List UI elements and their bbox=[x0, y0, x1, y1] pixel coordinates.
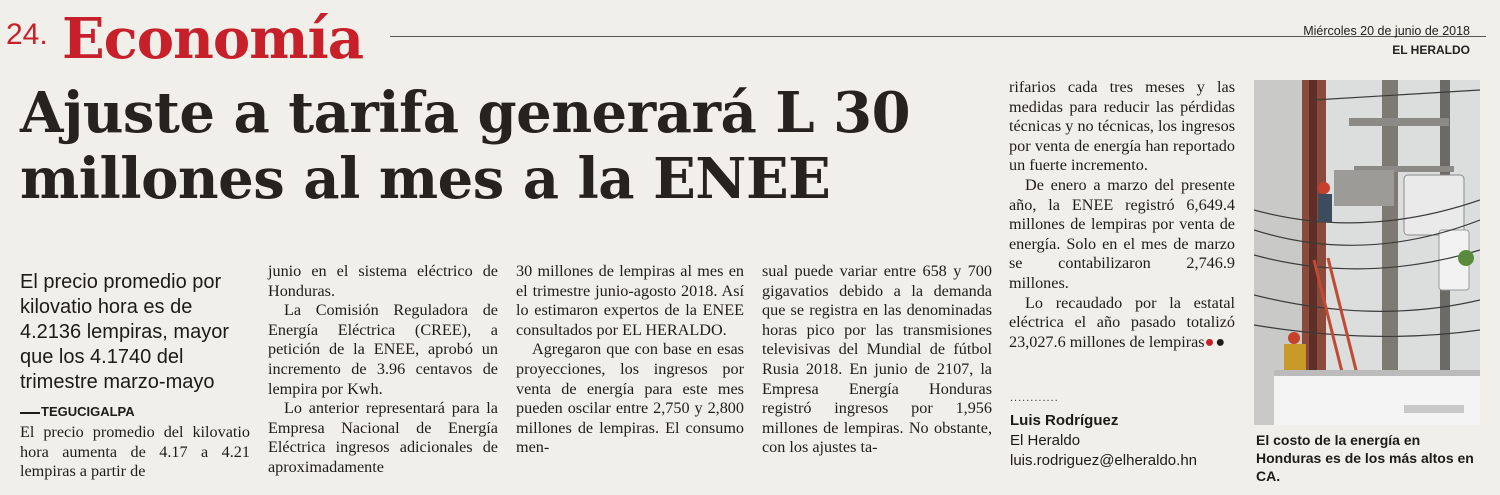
article-column-4 bbox=[762, 262, 992, 458]
paragraph: sual puede variar entre 658 y 700 gigavatios debido a la demanda que se registra en las denominadas horas pico por las transmisiones televisivas del Mundial de fútbol Rusia 2018. En junio de 2107, la Empresa Energía Honduras registró ingresos por 1,956 millones de lempiras. No obstante, con los ajustes ta- bbox=[762, 262, 992, 457]
paragraph: rifarios cada tres meses y las medidas para reducir las pérdidas técnicas y no técnicas, los ingresos por venta de energía han reportado un fuerte incremento. bbox=[1009, 78, 1235, 175]
article-column-1 bbox=[20, 423, 250, 482]
paragraph: Lo anterior representará para la Empresa Nacional de Energía Eléctrica ingresos adicionales de aproximadamente bbox=[268, 399, 498, 476]
paragraph: De enero a marzo del presente año, la ENEE registró 6,649.4 millones de lempiras por venta de energía. Solo en el mes de marzo se contabilizaron 2,746.9 millones. bbox=[1009, 175, 1235, 292]
paragraph: junio en el sistema eléctrico de Honduras. bbox=[268, 262, 498, 300]
article-column-2 bbox=[268, 262, 498, 478]
end-mark-icon: ●● bbox=[1204, 332, 1227, 351]
article-column-5 bbox=[1009, 78, 1235, 352]
publication-date: Miércoles 20 de junio de 2018 bbox=[1303, 24, 1470, 38]
author-outlet: El Heraldo bbox=[1010, 432, 1081, 449]
headline-line-1: Ajuste a tarifa generará L 30 bbox=[20, 80, 911, 146]
photo-caption: El costo de la energía en Honduras es de los más altos en CA. bbox=[1256, 432, 1474, 484]
author-name: Luis Rodríguez bbox=[1010, 412, 1119, 429]
newspaper-name: EL HERALDO bbox=[1392, 43, 1470, 57]
paragraph: El precio promedio del kilovatio hora aumenta de 4.17 a 4.21 lempiras a partir de bbox=[20, 423, 250, 481]
paragraph: Lo recaudado por la estatal eléctrica el año pasado totalizó 23,027.6 millones de lempiras bbox=[1009, 293, 1235, 351]
author-email: luis.rodriguez@elheraldo.hn bbox=[1010, 452, 1198, 469]
headline bbox=[20, 80, 940, 212]
paragraph: Agregaron que con base en esas proyecciones, los ingresos por venta de energía para este mes pueden oscilar entre 2,750 y 2,800 millones de lempiras. El consumo men- bbox=[516, 340, 744, 457]
headline-line-2: millones al mes a la ENEE bbox=[20, 146, 831, 212]
paragraph: 30 millones de lempiras al mes en el trimestre junio-agosto 2018. Así lo estimaron expertos de la ENEE consultados por EL HERALDO. bbox=[516, 262, 744, 339]
paragraph: La Comisión Reguladora de Energía Eléctrica (CREE), a petición de la ENEE, aprobó un incremento de 3.96 centavos de lempira por Kwh. bbox=[268, 301, 498, 398]
page-number: 24. bbox=[6, 18, 48, 51]
dateline: TEGUCIGALPA bbox=[20, 404, 135, 419]
byline-separator: ............ bbox=[1010, 392, 1059, 404]
utility-pole-photo-icon bbox=[1254, 80, 1480, 425]
article-column-3 bbox=[516, 262, 744, 458]
section-title: Economía bbox=[62, 6, 364, 72]
lede: El precio promedio por kilovatio hora es de 4.2136 lempiras, mayor que los 4.1740 del trimestre marzo-mayo bbox=[20, 271, 229, 393]
photo-power-line-workers bbox=[1254, 80, 1480, 425]
